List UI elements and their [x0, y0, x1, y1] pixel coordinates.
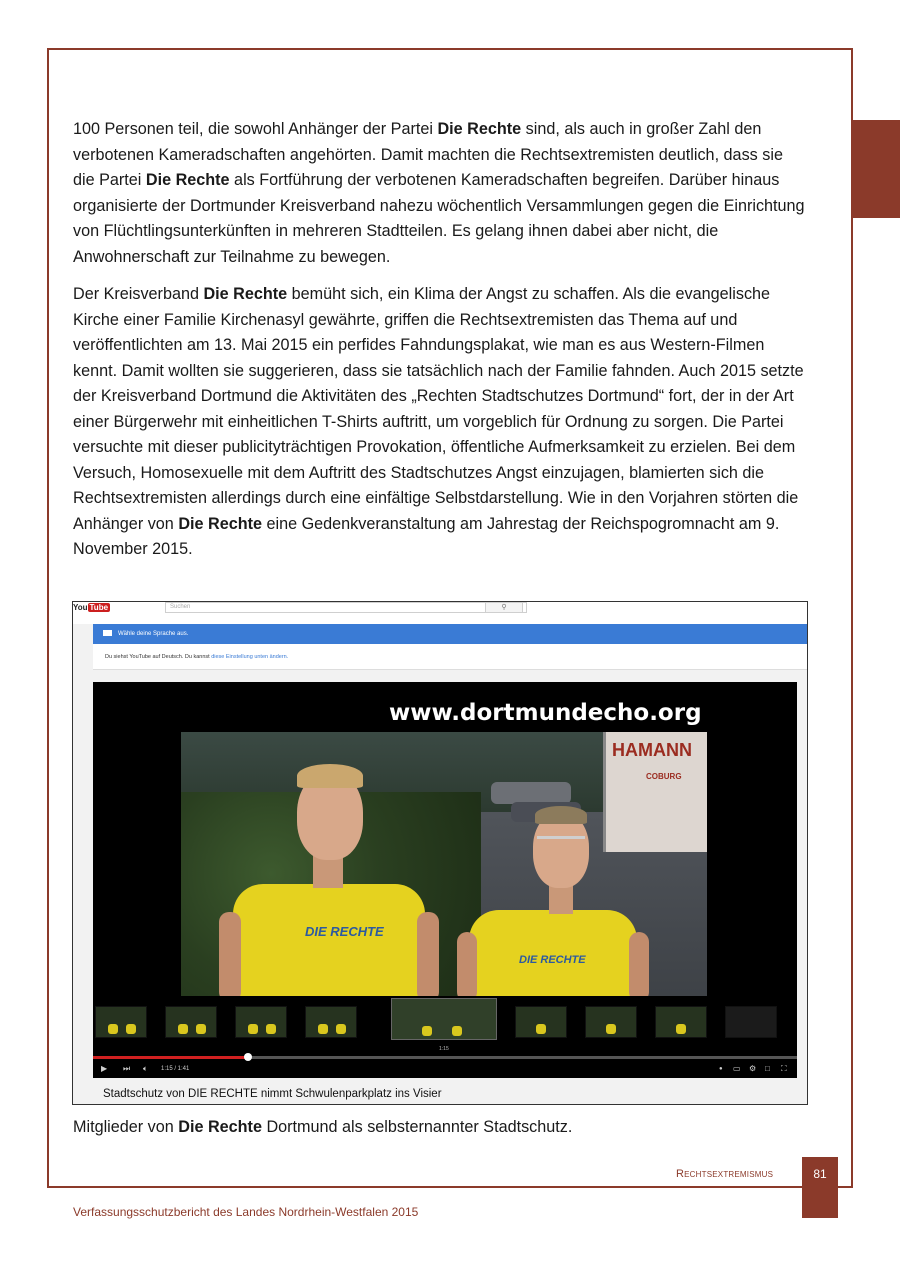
- storyboard-thumbnails: [93, 1006, 797, 1050]
- search-icon: ⚲: [485, 602, 523, 613]
- thumbnail: [515, 1006, 567, 1038]
- subtitles-icon[interactable]: ▭: [733, 1064, 741, 1073]
- paragraph-1: 100 Personen teil, die sowohl Anhänger der Partei Die Rechte sind, als auch in großer Zahl den verbotenen Kameradschaften angehörten. Damit machten die Rechtsextremisten deutlich, dass sie die Partei Die Rechte als Fortführung der verbotenen Kameradschaften begreifen. Darüber hinaus organisierte der Dortmunder Kreisverband nahezu wöchentlich Versammlungen gegen die Einrichtung von Flüchtlingsunterkünften in mehreren Stadtteilen. Es gelang ihnen dabei aber nicht, die Anwohnerschaft zur Teilnahme zu bewegen.: [73, 120, 805, 266]
- theater-icon[interactable]: □: [765, 1064, 770, 1073]
- volume-icon[interactable]: 🔈︎: [143, 1064, 148, 1073]
- thumbnail-time: 1:15: [439, 1046, 449, 1052]
- truck: HAMANN COBURG: [603, 732, 707, 852]
- glasses: [537, 836, 585, 839]
- thumbnail: [95, 1006, 147, 1038]
- video-frame: [181, 732, 707, 996]
- language-icon: [103, 630, 112, 636]
- paragraph-2: Der Kreisverband Die Rechte bemüht sich, ein Klima der Angst zu schaffen. Als die evangelische Kirche einer Familie Kirchenasyl gewährte, griffen die Rechtsextremisten das Thema auf und veröffentlichten am 13. Mai 2015 ein perfides Fahndungsplakat, wie man es aus Western-Filmen kennt. Damit wollten sie suggerieren, dass sie tatsächlich nach der Familie fahnden. Auch 2015 setzte der Kreisverband Dortmund die Aktivitäten des „Rechten Stadtschutzes Dortmund“ fort, der in der Art einer Bürgerwehr mit einheitlichen T-Shirts auftritt, um vorgeblich für Ordnung zu sorgen. Die Partei versuchte mit dieser publicityträchtigen Provokation, öffentliche Aufmerksamkeit zu erzielen. Bei dem Versuch, Homosexuelle mit dem Auftritt des Stadtschutzes Angst einzujagen, blamierten sich die Rechtsextremisten allerdings durch eine einfältige Selbstdarstellung. Wie in den Vorjahren störten die Anhänger von Die Rechte eine Gedenkveranstaltung am Jahrestag der Reichspogromnacht am 9. November 2015.: [73, 285, 804, 558]
- next-icon[interactable]: ⏭: [123, 1064, 131, 1073]
- play-icon[interactable]: ▶: [101, 1064, 108, 1073]
- thumbnail: [165, 1006, 217, 1038]
- search-input: Suchen: [165, 602, 527, 613]
- figure-caption: Mitglieder von Die Rechte Dortmund als selbsternannter Stadtschutz.: [73, 1118, 573, 1136]
- footer: Verfassungsschutzbericht des Landes Nordrhein-Westfalen 2015: [73, 1205, 419, 1219]
- thumbnail-current: [391, 998, 497, 1040]
- progress-bar[interactable]: [93, 1056, 797, 1059]
- section-label: Rechtsextremismus: [676, 1168, 774, 1180]
- settings-icon[interactable]: ⚙: [749, 1064, 757, 1073]
- thumbnail: [585, 1006, 637, 1038]
- video-player: [93, 682, 797, 1078]
- thumbnail: [235, 1006, 287, 1038]
- thumbnail: [305, 1006, 357, 1038]
- page-number-box: [802, 1157, 838, 1218]
- video-watermark: www.dortmundecho.org: [389, 700, 702, 726]
- fullscreen-icon[interactable]: ⛶: [781, 1064, 787, 1073]
- time-display: 1:15 / 1:41: [161, 1066, 190, 1072]
- autoplay-icon[interactable]: ●: [719, 1066, 723, 1072]
- language-banner: Wähle deine Sprache aus.: [93, 624, 808, 644]
- progress-fill: [93, 1056, 248, 1059]
- youtube-header: [73, 602, 807, 624]
- thumbnail: [725, 1006, 777, 1038]
- video-title[interactable]: Stadtschutz von DIE RECHTE nimmt Schwulenparkplatz ins Visier: [103, 1088, 442, 1100]
- car: [491, 782, 571, 804]
- body-text: [73, 117, 808, 575]
- chapter-tab: [853, 120, 900, 218]
- shirt-logo: DIE RECHTE: [305, 924, 384, 939]
- shirt-logo: DIE RECHTE: [519, 954, 586, 966]
- language-note: Du siehst YouTube auf Deutsch. Du kannst diese Einstellung unten ändern.: [93, 644, 808, 670]
- player-controls: [93, 1060, 797, 1078]
- thumbnail: [655, 1006, 707, 1038]
- youtube-logo: You Tube: [73, 603, 109, 612]
- youtube-screenshot-figure: [72, 601, 808, 1105]
- page-number: 81: [813, 1167, 827, 1181]
